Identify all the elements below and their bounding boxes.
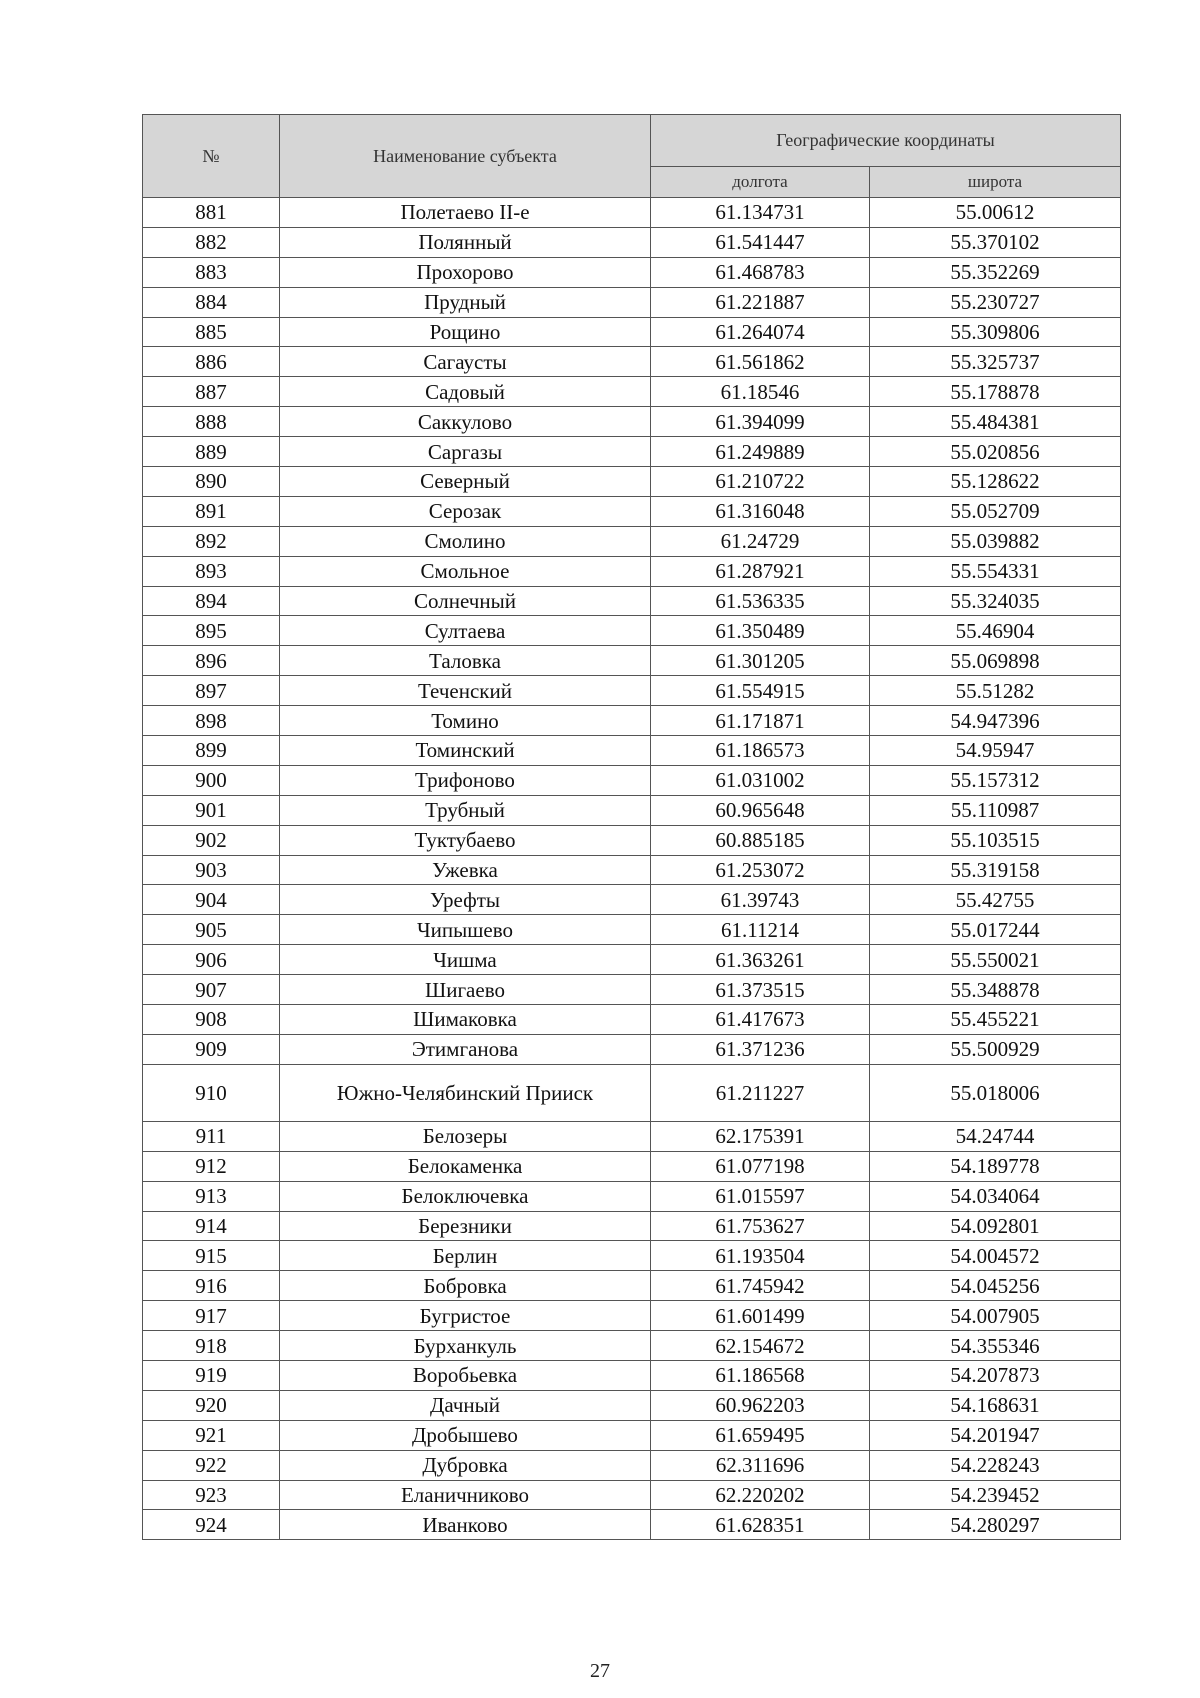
- row-number: 894: [143, 586, 280, 616]
- row-number: 900: [143, 765, 280, 795]
- table-row: [143, 1301, 1121, 1331]
- table-row: [143, 526, 1121, 556]
- row-longitude: 61.287921: [651, 556, 870, 586]
- row-longitude: 61.134731: [651, 198, 870, 228]
- row-number: 921: [143, 1420, 280, 1450]
- row-longitude: 61.394099: [651, 407, 870, 437]
- table-row: [143, 975, 1121, 1005]
- row-number: 915: [143, 1241, 280, 1271]
- row-number: 884: [143, 287, 280, 317]
- row-latitude: 55.550021: [870, 945, 1121, 975]
- row-latitude: 55.00612: [870, 198, 1121, 228]
- row-longitude: 61.221887: [651, 287, 870, 317]
- row-number: 906: [143, 945, 280, 975]
- row-latitude: 55.230727: [870, 287, 1121, 317]
- row-name: Северный: [280, 467, 651, 497]
- row-latitude: 55.157312: [870, 765, 1121, 795]
- row-latitude: 55.309806: [870, 317, 1121, 347]
- row-latitude: 55.103515: [870, 825, 1121, 855]
- table-row: [143, 1211, 1121, 1241]
- row-longitude: 61.186568: [651, 1360, 870, 1390]
- row-name: Томинский: [280, 736, 651, 766]
- row-longitude: 61.193504: [651, 1241, 870, 1271]
- row-longitude: 61.249889: [651, 437, 870, 467]
- row-number: 899: [143, 736, 280, 766]
- header-number: №: [143, 115, 280, 198]
- table-row: [143, 1420, 1121, 1450]
- row-latitude: 54.004572: [870, 1241, 1121, 1271]
- row-name: Белокаменка: [280, 1151, 651, 1181]
- row-longitude: 61.077198: [651, 1151, 870, 1181]
- header-longitude: долгота: [651, 167, 870, 198]
- row-name: Трубный: [280, 795, 651, 825]
- row-number: 883: [143, 257, 280, 287]
- table-row: [143, 496, 1121, 526]
- row-name: Прохорово: [280, 257, 651, 287]
- row-latitude: 55.319158: [870, 855, 1121, 885]
- row-longitude: 62.154672: [651, 1331, 870, 1361]
- table-row: [143, 257, 1121, 287]
- row-number: 902: [143, 825, 280, 855]
- table-row: [143, 1390, 1121, 1420]
- row-name: Урефты: [280, 885, 651, 915]
- header-name: Наименование субъекта: [280, 115, 651, 198]
- row-latitude: 55.017244: [870, 915, 1121, 945]
- table-row: [143, 377, 1121, 407]
- row-latitude: 54.045256: [870, 1271, 1121, 1301]
- row-number: 912: [143, 1151, 280, 1181]
- row-number: 895: [143, 616, 280, 646]
- row-longitude: 61.031002: [651, 765, 870, 795]
- row-number: 891: [143, 496, 280, 526]
- row-latitude: 54.947396: [870, 706, 1121, 736]
- row-longitude: 61.350489: [651, 616, 870, 646]
- row-latitude: 55.42755: [870, 885, 1121, 915]
- row-latitude: 55.500929: [870, 1034, 1121, 1064]
- row-latitude: 55.370102: [870, 227, 1121, 257]
- row-longitude: 61.659495: [651, 1420, 870, 1450]
- row-latitude: 55.018006: [870, 1064, 1121, 1121]
- row-latitude: 55.325737: [870, 347, 1121, 377]
- row-latitude: 54.280297: [870, 1510, 1121, 1540]
- row-number: 897: [143, 676, 280, 706]
- row-longitude: 61.363261: [651, 945, 870, 975]
- row-name: Дубровка: [280, 1450, 651, 1480]
- row-name: Смолино: [280, 526, 651, 556]
- row-number: 919: [143, 1360, 280, 1390]
- row-name: Чипышево: [280, 915, 651, 945]
- row-latitude: 55.020856: [870, 437, 1121, 467]
- table-header: [143, 115, 1121, 198]
- row-name: Сагаусты: [280, 347, 651, 377]
- table-row: [143, 437, 1121, 467]
- row-number: 888: [143, 407, 280, 437]
- row-name: Прудный: [280, 287, 651, 317]
- row-longitude: 61.541447: [651, 227, 870, 257]
- row-latitude: 54.239452: [870, 1480, 1121, 1510]
- row-latitude: 54.24744: [870, 1121, 1121, 1151]
- row-number: 909: [143, 1034, 280, 1064]
- table-row: [143, 1450, 1121, 1480]
- row-longitude: 61.316048: [651, 496, 870, 526]
- row-number: 903: [143, 855, 280, 885]
- row-name: Дачный: [280, 1390, 651, 1420]
- row-longitude: 61.561862: [651, 347, 870, 377]
- row-longitude: 61.186573: [651, 736, 870, 766]
- row-number: 886: [143, 347, 280, 377]
- row-number: 901: [143, 795, 280, 825]
- row-number: 922: [143, 1450, 280, 1480]
- row-latitude: 55.51282: [870, 676, 1121, 706]
- table-row: [143, 915, 1121, 945]
- row-number: 889: [143, 437, 280, 467]
- row-latitude: 55.069898: [870, 646, 1121, 676]
- row-longitude: 61.371236: [651, 1034, 870, 1064]
- row-latitude: 54.228243: [870, 1450, 1121, 1480]
- row-number: 917: [143, 1301, 280, 1331]
- row-longitude: 61.171871: [651, 706, 870, 736]
- row-number: 904: [143, 885, 280, 915]
- row-number: 916: [143, 1271, 280, 1301]
- row-name: Воробьевка: [280, 1360, 651, 1390]
- table-row: [143, 347, 1121, 377]
- row-name: Солнечный: [280, 586, 651, 616]
- row-latitude: 55.348878: [870, 975, 1121, 1005]
- row-name: Бугристое: [280, 1301, 651, 1331]
- row-longitude: 61.39743: [651, 885, 870, 915]
- table-row: [143, 1480, 1121, 1510]
- row-longitude: 62.311696: [651, 1450, 870, 1480]
- table-row: [143, 1360, 1121, 1390]
- row-longitude: 61.536335: [651, 586, 870, 616]
- table-row: [143, 945, 1121, 975]
- row-number: 892: [143, 526, 280, 556]
- table-row: [143, 198, 1121, 228]
- row-longitude: 62.220202: [651, 1480, 870, 1510]
- row-latitude: 55.178878: [870, 377, 1121, 407]
- table-row: [143, 676, 1121, 706]
- row-name: Чишма: [280, 945, 651, 975]
- row-latitude: 55.110987: [870, 795, 1121, 825]
- row-name: Томино: [280, 706, 651, 736]
- table-row: [143, 885, 1121, 915]
- table-row: [143, 1271, 1121, 1301]
- row-latitude: 55.052709: [870, 496, 1121, 526]
- row-name: Саккулово: [280, 407, 651, 437]
- row-latitude: 54.201947: [870, 1420, 1121, 1450]
- row-longitude: 61.24729: [651, 526, 870, 556]
- row-number: 911: [143, 1121, 280, 1151]
- table-row: [143, 1005, 1121, 1035]
- row-number: 905: [143, 915, 280, 945]
- table-row: [143, 1181, 1121, 1211]
- row-latitude: 54.034064: [870, 1181, 1121, 1211]
- row-name: Шигаево: [280, 975, 651, 1005]
- row-name: Березники: [280, 1211, 651, 1241]
- row-latitude: 54.355346: [870, 1331, 1121, 1361]
- row-latitude: 55.039882: [870, 526, 1121, 556]
- header-latitude: широта: [870, 167, 1121, 198]
- row-name: Иванково: [280, 1510, 651, 1540]
- row-longitude: 61.211227: [651, 1064, 870, 1121]
- row-number: 908: [143, 1005, 280, 1035]
- row-name: Белозеры: [280, 1121, 651, 1151]
- row-longitude: 60.965648: [651, 795, 870, 825]
- coordinates-table: [142, 114, 1121, 1540]
- table-row: [143, 1034, 1121, 1064]
- table-row: [143, 765, 1121, 795]
- row-name: Белоключевка: [280, 1181, 651, 1211]
- row-longitude: 61.373515: [651, 975, 870, 1005]
- row-latitude: 54.95947: [870, 736, 1121, 766]
- row-longitude: 61.628351: [651, 1510, 870, 1540]
- table-row: [143, 1241, 1121, 1271]
- table-row: [143, 1064, 1121, 1121]
- row-longitude: 61.601499: [651, 1301, 870, 1331]
- row-name: Серозак: [280, 496, 651, 526]
- row-latitude: 54.092801: [870, 1211, 1121, 1241]
- row-name: Шимаковка: [280, 1005, 651, 1035]
- row-longitude: 60.962203: [651, 1390, 870, 1420]
- row-name: Султаева: [280, 616, 651, 646]
- row-number: 893: [143, 556, 280, 586]
- row-longitude: 61.253072: [651, 855, 870, 885]
- row-name: Еланичниково: [280, 1480, 651, 1510]
- table-row: [143, 706, 1121, 736]
- row-number: 887: [143, 377, 280, 407]
- row-name: Таловка: [280, 646, 651, 676]
- row-number: 910: [143, 1064, 280, 1121]
- row-name: Бурханкуль: [280, 1331, 651, 1361]
- table-row: [143, 1331, 1121, 1361]
- row-number: 920: [143, 1390, 280, 1420]
- header-coordinates: Географические координаты: [651, 115, 1121, 167]
- row-longitude: 61.264074: [651, 317, 870, 347]
- row-name: Садовый: [280, 377, 651, 407]
- row-name: Дробышево: [280, 1420, 651, 1450]
- row-number: 924: [143, 1510, 280, 1540]
- row-latitude: 54.189778: [870, 1151, 1121, 1181]
- row-longitude: 61.468783: [651, 257, 870, 287]
- row-name: Трифоново: [280, 765, 651, 795]
- row-name: Смольное: [280, 556, 651, 586]
- table-row: [143, 407, 1121, 437]
- row-number: 898: [143, 706, 280, 736]
- page-number: 27: [590, 1660, 610, 1682]
- row-number: 913: [143, 1181, 280, 1211]
- row-latitude: 54.007905: [870, 1301, 1121, 1331]
- table-row: [143, 646, 1121, 676]
- row-latitude: 55.352269: [870, 257, 1121, 287]
- table-row: [143, 227, 1121, 257]
- row-name: Туктубаево: [280, 825, 651, 855]
- row-name: Бобровка: [280, 1271, 651, 1301]
- table-row: [143, 556, 1121, 586]
- row-number: 890: [143, 467, 280, 497]
- row-longitude: 60.885185: [651, 825, 870, 855]
- row-name: Рощино: [280, 317, 651, 347]
- row-name: Ужевка: [280, 855, 651, 885]
- row-longitude: 61.210722: [651, 467, 870, 497]
- row-longitude: 61.554915: [651, 676, 870, 706]
- row-longitude: 61.745942: [651, 1271, 870, 1301]
- row-number: 923: [143, 1480, 280, 1510]
- row-name: Саргазы: [280, 437, 651, 467]
- row-name: Полетаево II-е: [280, 198, 651, 228]
- table-row: [143, 1121, 1121, 1151]
- row-name: Южно-Челябинский Прииск: [280, 1064, 651, 1121]
- row-longitude: 61.301205: [651, 646, 870, 676]
- row-latitude: 55.554331: [870, 556, 1121, 586]
- row-number: 882: [143, 227, 280, 257]
- row-latitude: 55.46904: [870, 616, 1121, 646]
- row-latitude: 55.455221: [870, 1005, 1121, 1035]
- row-longitude: 61.18546: [651, 377, 870, 407]
- row-number: 896: [143, 646, 280, 676]
- row-number: 881: [143, 198, 280, 228]
- table-row: [143, 1510, 1121, 1540]
- row-name: Берлин: [280, 1241, 651, 1271]
- row-longitude: 61.11214: [651, 915, 870, 945]
- table-row: [143, 467, 1121, 497]
- table-row: [143, 586, 1121, 616]
- row-latitude: 55.128622: [870, 467, 1121, 497]
- row-latitude: 55.324035: [870, 586, 1121, 616]
- row-number: 885: [143, 317, 280, 347]
- table-row: [143, 795, 1121, 825]
- table-row: [143, 855, 1121, 885]
- table-row: [143, 287, 1121, 317]
- table-row: [143, 1151, 1121, 1181]
- row-name: Этимганова: [280, 1034, 651, 1064]
- table-row: [143, 736, 1121, 766]
- table-row: [143, 317, 1121, 347]
- row-name: Полянный: [280, 227, 651, 257]
- row-longitude: 61.015597: [651, 1181, 870, 1211]
- row-latitude: 55.484381: [870, 407, 1121, 437]
- row-number: 907: [143, 975, 280, 1005]
- table-row: [143, 616, 1121, 646]
- row-latitude: 54.207873: [870, 1360, 1121, 1390]
- row-name: Теченский: [280, 676, 651, 706]
- table-body: [143, 198, 1121, 1540]
- row-longitude: 61.417673: [651, 1005, 870, 1035]
- row-latitude: 54.168631: [870, 1390, 1121, 1420]
- row-longitude: 61.753627: [651, 1211, 870, 1241]
- row-number: 914: [143, 1211, 280, 1241]
- row-longitude: 62.175391: [651, 1121, 870, 1151]
- table-row: [143, 825, 1121, 855]
- row-number: 918: [143, 1331, 280, 1361]
